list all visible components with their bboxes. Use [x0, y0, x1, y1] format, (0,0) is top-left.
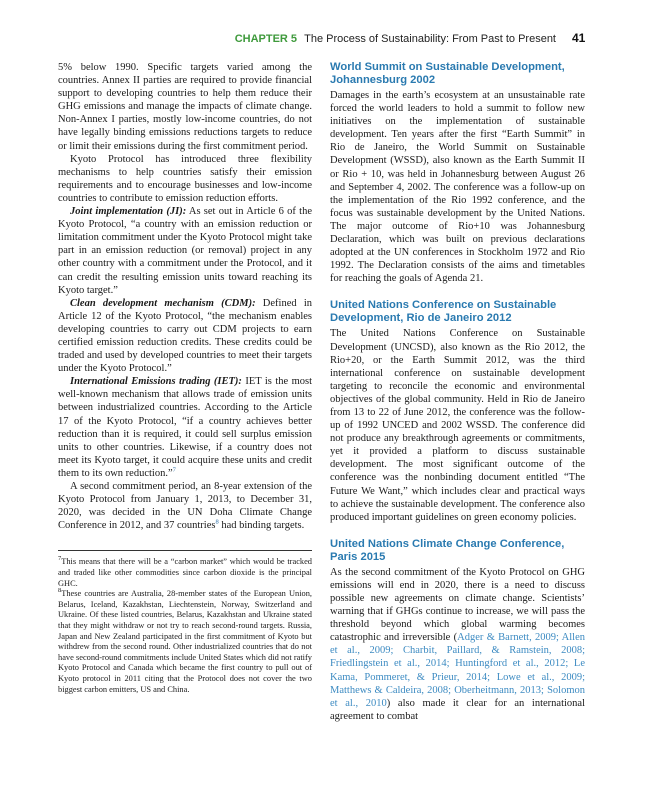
paragraph — [330, 566, 585, 723]
paragraph-joint-implementation — [58, 205, 312, 297]
section-heading-rio-2012: United Nations Conference on Sustainable Development, Rio de Janeiro 2012 — [330, 299, 557, 325]
footnote-mark: 7 — [58, 555, 62, 563]
paragraph-clean-development — [58, 297, 312, 376]
paragraph-text: As set out in Article 6 of the Kyoto Protocol, “a country with an emission reduction or limitation commitment under the Kyoto Protocol might take part in an emission reduction (or removal) project in any other country with a commitment under the Protocol, and it can credit the resulting emission units toward reaching its Kyoto target.” — [58, 206, 312, 296]
term-emissions-trading: International Emissions trading (IET): — [70, 376, 242, 388]
paragraph-text: had binding targets. — [218, 520, 305, 532]
term-clean-development: Clean development mechanism (CDM): — [70, 297, 256, 309]
paragraph: Damages in the earth’s ecosystem at an unsustainable rate forced the world leaders to hold a summit to follow new initiatives on the implementation of sustainable development. Ten years after the first “Earth Summit” in Rio de Janeiro, the World Summit on Sustainable Development (WSSD), also known as the Earth Summit II or Rio + 10, was held in Johannesburg between August 26 and September 4, 2002. The conference was a follow-up on the implementation of the Rio 1992 conference, and the focus was sustainable development by the United Nations. The major outcome of Rio+10 was Johannesburg Declaration, which was built on previous declarations adopted at the UN conferences in Stockholm 1972 and Rio 1992. The Declaration consists of the aims and timetables for reaching the goals of Agenda 21. — [330, 90, 585, 285]
paragraph: The United Nations Conference on Sustainable Development (UNCSD), also known as the Rio 2012, the Rio+20, or the Earth Summit 2012, was the third international conference on sustainable development targeting to reconcile the economic and environmental objectives of the global community. Held in Rio de Janeiro from 13 to 22 of June 2012, the conference was the follow-up of 1992 UNCED and 2002 WSSD. The conference did not produce any breakthrough agreements or commitments, yet it provided a platform to discuss sustainable development. The most significant outcome of the conference was the nonbinding document entitled “The Future We Want,” which includes clear and practical ways to achieve the sustainable development. The conference also produced important guidelines on green economy policies. — [330, 328, 585, 523]
section-heading-paris-2015: United Nations Climate Change Conference, Paris 2015 — [330, 537, 565, 563]
paragraph: Kyoto Protocol has introduced three flexibility mechanisms to help countries satisfy their emission requirements and to encourage businesses and low-income countries to contribute to emission reduction efforts. — [58, 153, 312, 204]
footnote-mark: 8 — [58, 587, 62, 595]
paragraph-text: IET is the most well-known mechanism that allows trade of emission units between industrialized countries. According to the Article 17 of the Kyoto Protocol, “if a country achieves better reduction than it is required, it could sell surplus emission units to other countries. Likewise, if a country does not meet its Kyoto target, it could acquire these units and credit them to its own reduction.” — [58, 376, 312, 479]
footnote-text: This means that there will be a “carbon market” which would be tracked and traded like other commodities since carbon dioxide is the principal GHC. — [58, 557, 312, 588]
paragraph: 5% below 1990. Specific targets varied among the countries. Annex II parties are required to provide financial support to developing countries to help them reduce their GHG emissions and manage the impacts of climate change. Non-Annex I parties, mostly low-income countries, do not have legally binding emissions reductions targets to reduce or limit their emissions during the first commitment period. — [58, 62, 312, 152]
paragraph-emissions-trading — [58, 375, 312, 480]
paragraph-text: As the second commitment of the Kyoto Protocol on GHG emissions will end in 2020, there is a need to discuss possible new agreements on climate change. Scientists’ warning that if GHGs continue to increase, we will pass the threshold beyond which global warming becomes catastrophic and irreversible ( — [330, 566, 585, 644]
section-heading-johannesburg: World Summit on Sustainable Development, Johannesburg 2002 — [330, 61, 565, 86]
footnote-ref-7[interactable]: 7 — [172, 466, 176, 474]
paragraph-text: Defined in Article 12 of the Kyoto Protocol, “the mechanism enables developing countries to carry out CDM projects to earn certified emission reduction credits. These credits could be traded and used by developed countries to meet their targets under the Kyoto Protocol.” — [58, 297, 312, 375]
chapter-label: CHAPTER 5 — [234, 33, 298, 45]
paragraph-text: A second commitment period, an 8-year extension of the Kyoto Protocol from January 1, 2013, to December 31, 2020, was decided in the UN Doha Climate Change Conference in 2012, and 37 countries — [58, 481, 312, 532]
left-column — [58, 61, 312, 695]
running-title: The Process of Sustainability: From Past to Present — [304, 33, 556, 45]
footnote-ref-8[interactable]: 8 — [215, 518, 219, 526]
term-joint-implementation: Joint implementation (JI): — [70, 206, 187, 218]
citation-links[interactable]: Adger & Barnett, 2009; Allen et al., 2009; Charbit, Paillard, & Ramstein, 2008; Friedlingstein et al., 2014; Huntingford et al., 2012; Le Kama, Pommeret, & Prieur, 2014; Lowe et al., 2009; Matthews & Caldeira, 2008; Oberheitmann, 2013; Solomon et al., 2010 — [330, 632, 585, 709]
right-column — [330, 61, 585, 723]
page-number: 41 — [572, 31, 586, 45]
footnote-7 — [58, 557, 312, 589]
running-head — [0, 32, 556, 46]
footnote-8 — [58, 589, 312, 695]
paragraph-text: ) also made it clear for an international agreement to combat — [330, 697, 585, 722]
footnotes — [58, 550, 312, 695]
footnote-text: These countries are Australia, 28-member states of the European Union, Belarus, Iceland, Kazakhstan, Liechtenstein, Norway, Switzerland and Ukraine. Of these listed countries, Belarus, Kazakhstan and Ukraine stated that they might withdraw or not try to reach second-round targets. Russia, Japan and New Zealand participated in the first commitment of Kyoto but withdrew from the second round. Other industrialized countries that do not have second-round commitments include United States which did not ratify Kyoto Protocol and Canada which became the first country to pull out of Kyoto protocol in 2011 citing that the Protocol does not cover the two biggest carbon emitters, US and China. — [58, 589, 312, 694]
paragraph — [58, 480, 312, 532]
